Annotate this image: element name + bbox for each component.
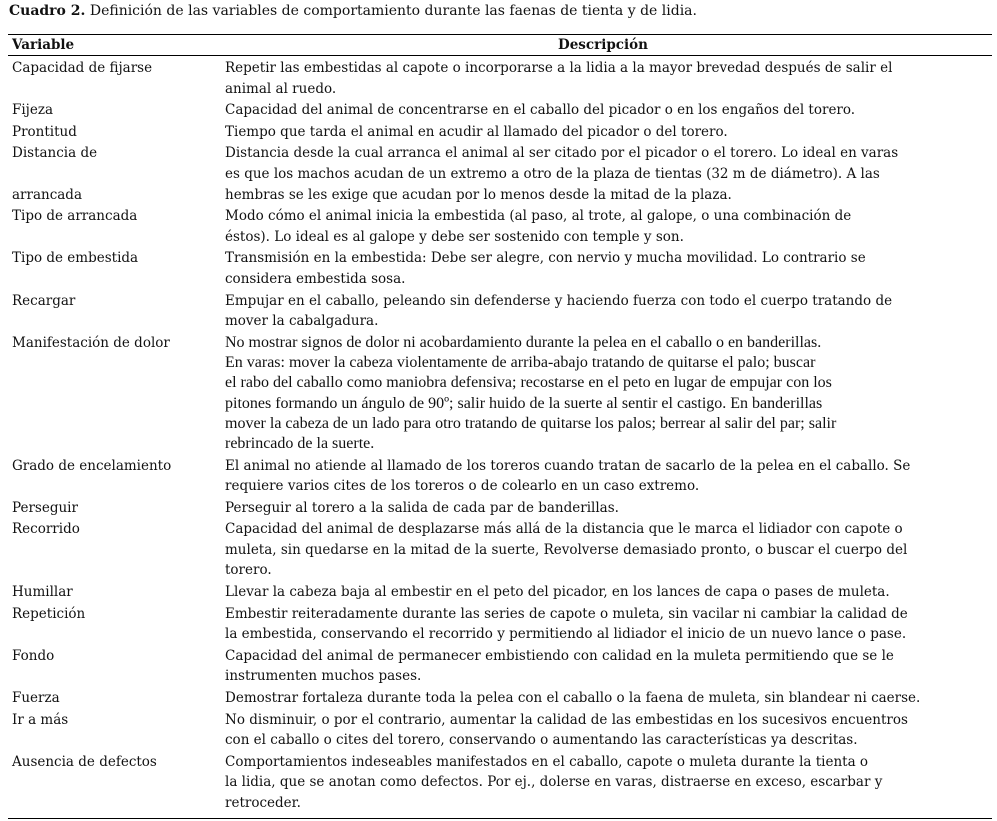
description-line: instrumenten muchos pases. bbox=[225, 668, 422, 685]
description-line: Embestir reiteradamente durante las series de capote o muleta, sin vacilar ni cambiar la calidad de bbox=[225, 605, 908, 622]
description-line: Modo cómo el animal inicia la embestida (al paso, al trote, al galope, o una combinación de bbox=[225, 208, 852, 225]
description-line: animal al ruedo. bbox=[225, 80, 337, 97]
table-row bbox=[0, 122, 997, 144]
description-line: El animal no atiende al llamado de los toreros cuando tratan de sacarlo de la pelea en el caballo. Se bbox=[225, 457, 911, 474]
table-row bbox=[0, 58, 997, 100]
description-line: No disminuir, o por el contrario, aumentar la calidad de las embestidas en los sucesivos encuentros bbox=[225, 711, 908, 728]
variable-cell bbox=[12, 710, 68, 731]
description-line: Capacidad del animal de permanecer embistiendo con calidad en la muleta permitiendo que se le bbox=[225, 647, 894, 664]
variable-cell bbox=[12, 248, 138, 269]
description-line: pitones formando un ángulo de 90º; salir huido de la suerte al sentir el castigo. En banderillas bbox=[225, 394, 823, 412]
description-cell bbox=[225, 333, 997, 455]
description-line: Llevar la cabeza baja al embestir en el peto del picador, en los lances de capa o pases de muleta. bbox=[225, 584, 890, 601]
description-cell bbox=[225, 248, 997, 289]
variable-line: Recorrido bbox=[12, 521, 80, 538]
variable-line: Ir a más bbox=[12, 711, 69, 728]
table-row bbox=[0, 456, 997, 498]
description-line: rebrincado de la suerte. bbox=[225, 435, 375, 453]
variable-line: Fuerza bbox=[12, 690, 60, 707]
table-row bbox=[0, 519, 997, 582]
table-row bbox=[0, 688, 997, 710]
variable-line: Distancia de bbox=[12, 145, 98, 162]
variable-line: Grado de encelamiento bbox=[12, 457, 172, 474]
table-caption bbox=[9, 3, 697, 19]
description-line: la lidia, que se anotan como defectos. Por ej., dolerse en varas, distraerse en exceso, escarbar y bbox=[225, 774, 883, 791]
description-line: torero. bbox=[225, 562, 272, 579]
description-line: muleta, sin quedarse en la mitad de la suerte, Revolverse demasiado pronto, o buscar el cuerpo del bbox=[225, 541, 908, 558]
header-variable: Variable bbox=[12, 37, 75, 53]
description-cell bbox=[225, 206, 997, 247]
description-cell bbox=[225, 456, 997, 497]
variable-cell bbox=[12, 519, 80, 540]
table-row bbox=[0, 710, 997, 752]
variable-cell bbox=[12, 206, 137, 227]
header-rule bbox=[8, 55, 992, 56]
description-line: la embestida, conservando el recorrido y permitiendo al lidiador el inicio de un nuevo lance o pase. bbox=[225, 626, 907, 643]
top-rule bbox=[8, 34, 992, 35]
table-row bbox=[0, 604, 997, 646]
variable-line: Recargar bbox=[12, 292, 76, 309]
variable-line: Tipo de arrancada bbox=[12, 208, 138, 225]
variable-line: Tipo de embestida bbox=[12, 250, 139, 267]
description-line: mover la cabeza de un lado para otro tratando de quitarse los palos; berrear al salir del par; salir bbox=[225, 414, 837, 432]
description-line: Tiempo que tarda el animal en acudir al llamado del picador o del torero. bbox=[225, 123, 728, 140]
variable-line: Prontitud bbox=[12, 123, 77, 140]
variable-line: arrancada bbox=[12, 186, 82, 203]
description-line: es que los machos acudan de un extremo a otro de la plaza de tientas (32 m de diámetro). A las bbox=[225, 165, 880, 182]
variable-line: Ausencia de defectos bbox=[12, 753, 157, 770]
caption-text: Definición de las variables de comportamiento durante las faenas de tienta y de lidia. bbox=[85, 3, 697, 19]
description-cell bbox=[225, 498, 997, 519]
table-row bbox=[0, 752, 997, 815]
description-line: retroceder. bbox=[225, 795, 301, 811]
description-cell bbox=[225, 710, 997, 751]
table-row bbox=[0, 143, 997, 206]
table-row bbox=[0, 498, 997, 520]
description-line: Repetir las embestidas al capote o incorporarse a la lidia a la mayor brevedad después de salir el bbox=[225, 60, 893, 76]
description-line: Comportamientos indeseables manifestados en el caballo, capote o muleta durante la tienta o bbox=[225, 753, 869, 770]
table-row bbox=[0, 333, 997, 456]
description-line: Capacidad del animal de concentrarse en el caballo del picador o en los engaños del torero. bbox=[225, 102, 856, 119]
description-cell bbox=[225, 291, 997, 332]
variable-line: Capacidad de fijarse bbox=[12, 60, 153, 76]
variable-line: Perseguir bbox=[12, 499, 78, 516]
table-row bbox=[0, 206, 997, 248]
bottom-rule bbox=[8, 818, 992, 819]
variable-line: Repetición bbox=[12, 605, 86, 622]
description-cell bbox=[225, 143, 997, 205]
description-cell bbox=[225, 752, 997, 814]
description-cell bbox=[225, 58, 997, 99]
variable-cell bbox=[12, 100, 53, 121]
description-line: con el caballo o cites del torero, conservando o aumentando las características ya descritas. bbox=[225, 732, 858, 749]
description-cell bbox=[225, 688, 997, 709]
table-row bbox=[0, 100, 997, 122]
description-line: Capacidad del animal de desplazarse más allá de la distancia que le marca el lidiador con capote o bbox=[225, 521, 903, 538]
variable-cell bbox=[12, 688, 60, 709]
description-line: No mostrar signos de dolor ni acobardamiento durante la pelea en el caballo o en banderillas. bbox=[225, 333, 822, 351]
description-cell bbox=[225, 604, 997, 645]
variable-cell bbox=[12, 646, 54, 667]
variable-cell bbox=[12, 456, 171, 477]
variable-line: Manifestación de dolor bbox=[12, 334, 170, 351]
description-line: Empujar en el caballo, peleando sin defenderse y haciendo fuerza con todo el cuerpo tratando de bbox=[225, 292, 893, 309]
description-line: éstos). Lo ideal es al galope y debe ser sostenido con temple y son. bbox=[225, 228, 684, 245]
table-row bbox=[0, 291, 997, 333]
description-cell bbox=[225, 646, 997, 687]
variable-line: Fondo bbox=[12, 647, 55, 664]
variables-table bbox=[0, 58, 997, 815]
variable-line: Humillar bbox=[12, 584, 73, 601]
description-cell bbox=[225, 582, 997, 603]
description-line: mover la cabalgadura. bbox=[225, 313, 379, 330]
description-line: el rabo del caballo como maniobra defensiva; recostarse en el peto en lugar de empujar con los bbox=[225, 374, 832, 392]
table-row bbox=[0, 582, 997, 604]
variable-cell bbox=[12, 143, 97, 205]
variable-cell bbox=[12, 582, 73, 603]
variable-line: Fijeza bbox=[12, 102, 54, 119]
description-line: Demostrar fortaleza durante toda la pelea con el caballo o la faena de muleta, sin blandear ni caerse. bbox=[225, 690, 921, 707]
description-cell bbox=[225, 122, 997, 143]
table-row bbox=[0, 248, 997, 290]
description-cell bbox=[225, 519, 997, 581]
description-line: Transmisión en la embestida: Debe ser alegre, con nervio y mucha movilidad. Lo contrario se bbox=[225, 250, 866, 267]
variable-cell bbox=[12, 122, 77, 143]
variable-cell bbox=[12, 291, 75, 312]
caption-label: Cuadro 2. bbox=[9, 3, 86, 19]
variable-line bbox=[12, 164, 97, 185]
description-line: Perseguir al torero a la salida de cada par de banderillas. bbox=[225, 499, 619, 516]
variable-cell bbox=[12, 498, 78, 519]
description-line: Distancia desde la cual arranca el animal al ser citado por el picador o el torero. Lo ideal en varas bbox=[225, 145, 899, 162]
description-line: considera embestida sosa. bbox=[225, 270, 406, 287]
description-line: hembras se les exige que acudan por lo menos desde la mitad de la plaza. bbox=[225, 186, 732, 203]
description-cell bbox=[225, 100, 997, 121]
variable-cell bbox=[12, 604, 85, 625]
header-description: Descripción bbox=[558, 37, 648, 53]
variable-cell bbox=[12, 58, 152, 79]
variable-cell bbox=[12, 333, 170, 354]
description-line: En varas: mover la cabeza violentamente de arriba-abajo tratando de quitarse el palo; buscar bbox=[225, 354, 816, 372]
variable-cell bbox=[12, 752, 157, 773]
table-row bbox=[0, 646, 997, 688]
description-line: requiere varios cites de los toreros o de colearlo en un caso extremo. bbox=[225, 478, 700, 495]
